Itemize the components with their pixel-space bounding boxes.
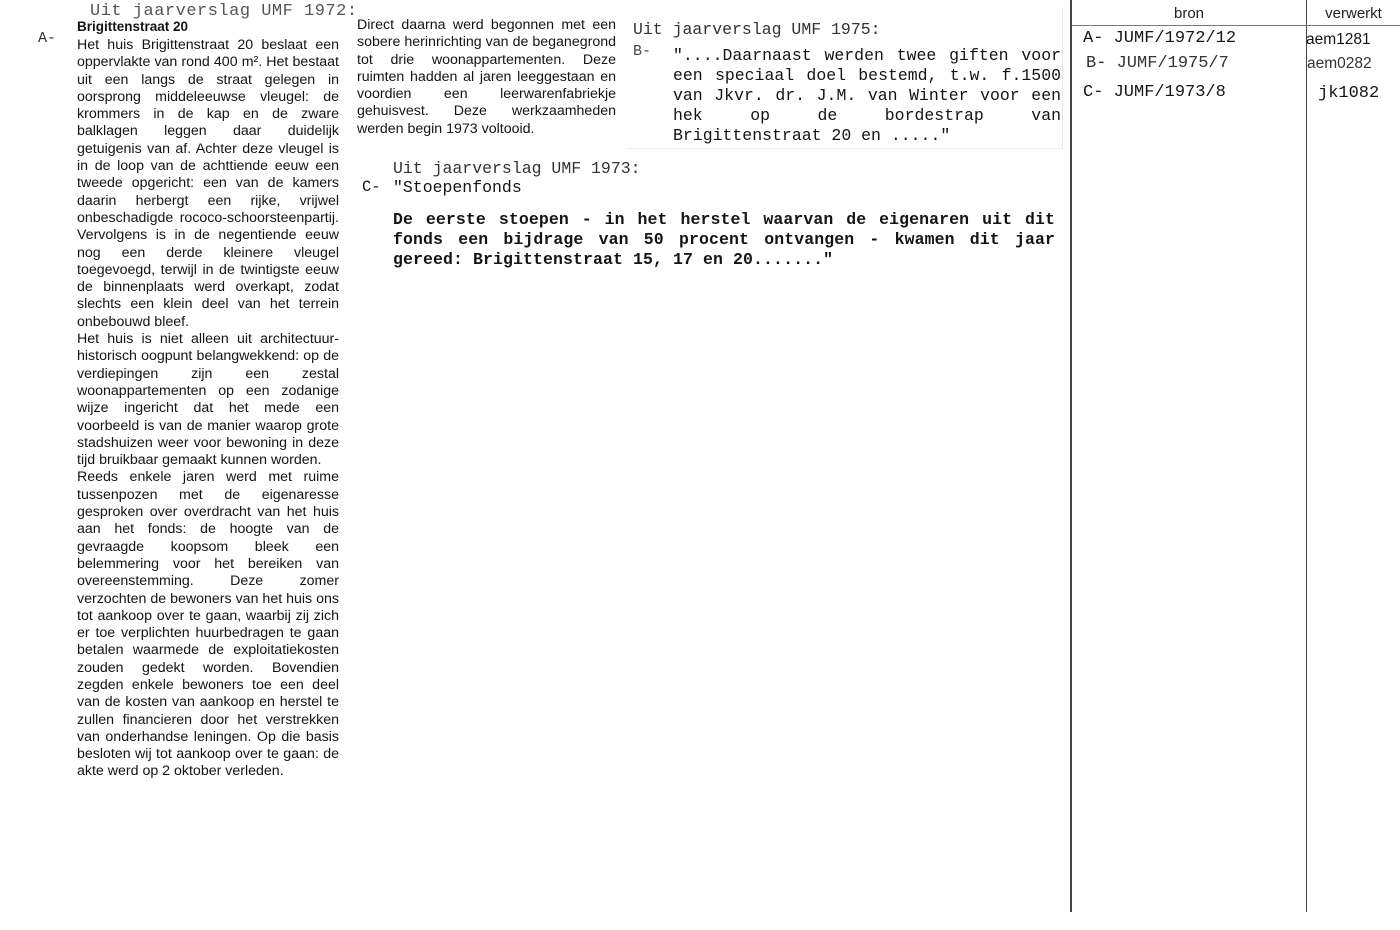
table-header-rule — [1072, 25, 1400, 26]
article-title: Brigittenstraat 20 — [77, 19, 189, 34]
section-b-marker: B- — [633, 43, 652, 60]
table-row-bron: C- JUMF/1973/8 — [1083, 83, 1226, 102]
article-continuation: Direct daarna werd begonnen met een sobere herinrichting van de beganegrond tot drie woonappartementen. Deze ruimten hadden al jaren leeggestaan en voordien een leerwarenfabriekje gehuisvest. Deze werkzaamheden werden begin 1973 voltooid. — [357, 17, 616, 137]
article-paragraph: Het huis is niet alleen uit architectuur-historisch oogpunt belangwekkend: op de verdiepingen zijn een zestal woonappartementen op een zodanige wijze ingericht dat het mede een voorbeeld is van de manier waarop grote stadshuizen weer voor bewoning in deze tijd bruikbaar gemaakt kunnen worden. — [77, 331, 339, 469]
table-row-verwerkt: aem1281 — [1306, 31, 1371, 48]
section-c-header: Uit jaarverslag UMF 1973: — [393, 159, 641, 178]
table-row-verwerkt: jk1082 — [1318, 84, 1380, 103]
section-c-marker: C- — [362, 178, 381, 196]
section-a-header: Uit jaarverslag UMF 1972: — [90, 2, 358, 21]
article-body — [77, 37, 339, 781]
article-paragraph: Reeds enkele jaren werd met ruime tussenpozen met de eigenaresse gesproken over overdracht van het huis aan het fonds: de hoogte van de gevraagde koopsom bleek een belemmering voor het bereiken van overeenstemming. Deze zomer verzochten de bewoners van het huis ons tot aankoop over te gaan, waarbij zij zich er toe verplichten huurbedragen te gaan betalen waarmede de exploitatiekosten zouden gedekt worden. Bovendien zegden enkele bewoners toe een deel van de kosten van aankoop en herstel te zullen financieren door het verstrekken van onderhandse leningen. Op die basis besloten wij tot aankoop over te gaan: de akte werd op 2 oktober verleden. — [77, 469, 339, 780]
section-a-marker: A- — [38, 30, 57, 47]
section-c-quote: De eerste stoepen - in het herstel waarvan de eigenaren uit dit fonds een bijdrage van 50 procent ontvangen - kwamen dit jaar gereed: Brigittenstraat 15, 17 en 20......." — [393, 210, 1055, 269]
article-paragraph: Het huis Brigittenstraat 20 beslaat een oppervlakte van rond 400 m². Het bestaat uit een langs de straat gelegen in oorsprong middeleeuwse vleugel: de krommers in de kap en de zware balklagen leggen daar duidelijk getuigenis van af. Achter deze vleugel is in de loop van de achttiende eeuw een tweede opgericht: een van de kamers daarin herbergt een rijke, vrijwel onbeschadigde rococo-schoorsteenpartij. Vervolgens is in de negentiende eeuw nog een derde kleinere vleugel toegevoegd, terwijl in de twintigste eeuw de binnenplaats werd overkapt, zodat slechts een klein deel van het terrein onbebouwd bleef. — [77, 37, 339, 330]
section-c-subtitle: "Stoepenfonds — [393, 178, 522, 197]
section-b-header: Uit jaarverslag UMF 1975: — [633, 20, 881, 39]
table-row-bron: B- JUMF/1975/7 — [1086, 54, 1229, 73]
table-divider-left — [1070, 0, 1072, 912]
column-header-bron: bron — [1173, 5, 1205, 22]
table-row-verwerkt: aem0282 — [1307, 55, 1372, 72]
section-b-quote: "....Daarnaast werden twee giften voor een speciaal doel bestemd, t.w. f.1500 van Jkvr. dr. J.M. van Winter voor een hek op de bordestrap van Brigittenstraat 20 en ....." — [673, 46, 1061, 145]
table-row-bron: A- JUMF/1972/12 — [1083, 29, 1237, 48]
column-header-verwerkt: verwerkt — [1325, 5, 1382, 22]
table-divider-mid — [1306, 0, 1307, 912]
